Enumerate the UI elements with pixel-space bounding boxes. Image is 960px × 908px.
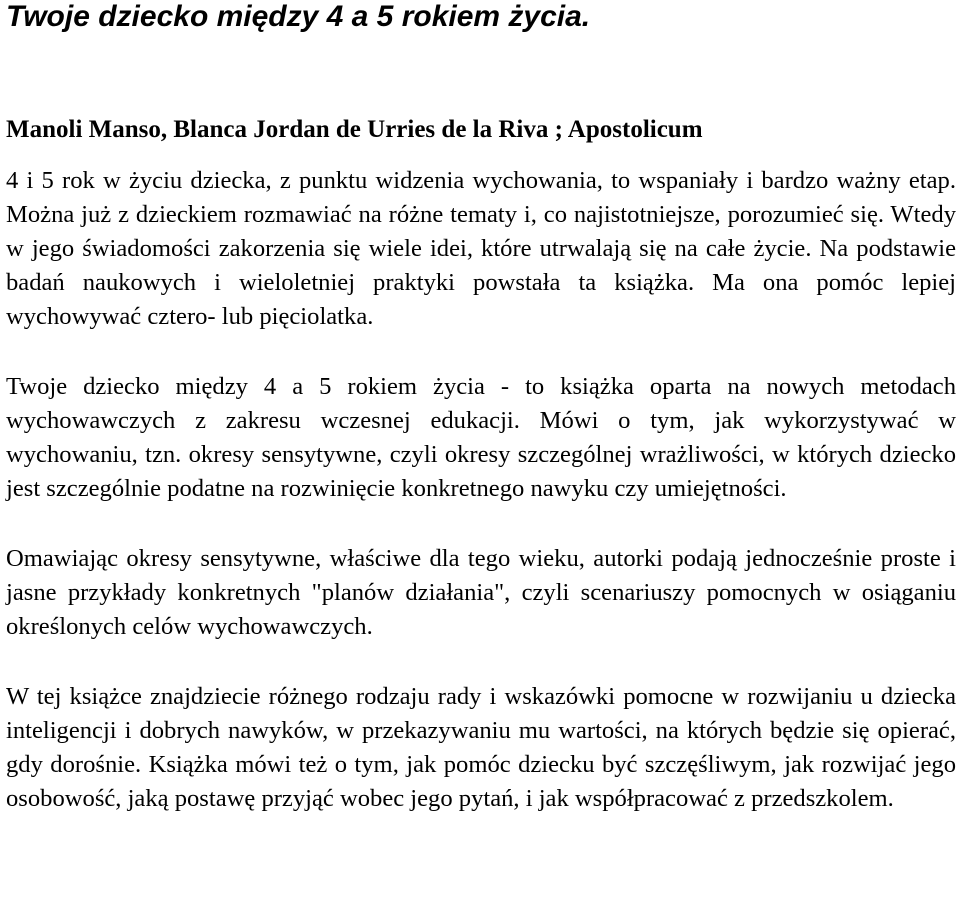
paragraph-methods: Twoje dziecko między 4 a 5 rokiem życia - to książka oparta na nowych metodach wychowawczych z zakresu wczesnej edukacji. Mówi o tym, jak wykorzystywać w wychowaniu, tzn. okresy sensytywne, czyli okresy szczególnej wrażliwości, w których dziecko jest szczególnie podatne na rozwinięcie konkretnego nawyku czy umiejętności. xyxy=(6,373,956,502)
paragraph-sensitive-periods: Omawiając okresy sensytywne, właściwe dla tego wieku, autorki podają jednocześnie proste i jasne przykłady konkretnych "planów działania", czyli scenariuszy pomocnych w osiąganiu określonych celów wychowawczych. xyxy=(6,545,956,640)
document-authors: Manoli Manso, Blanca Jordan de Urries de la Riva ; Apostolicum xyxy=(6,116,703,143)
document-title: Twoje dziecko między 4 a 5 rokiem życia. xyxy=(6,0,591,33)
paragraph-intro: 4 i 5 rok w życiu dziecka, z punktu widzenia wychowania, to wspaniały i bardzo ważny etap. Można już z dzieckiem rozmawiać na różne tematy i, co najistotniejsze, porozumieć się. Wtedy w jego świadomości zakorzenia się wiele idei, które utrwalają się na całe życie. Na podstawie badań naukowych i wieloletniej praktyki powstała ta książka. Ma ona pomóc lepiej wychowywać cztero- lub pięciolatka. xyxy=(6,167,956,330)
paragraph-advice: W tej książce znajdziecie różnego rodzaju rady i wskazówki pomocne w rozwijaniu u dziecka inteligencji i dobrych nawyków, w przekazywaniu mu wartości, na których będzie się opierać, gdy dorośnie. Książka mówi też o tym, jak pomóc dziecku być szczęśliwym, jak rozwijać jego osobowość, jaką postawę przyjąć wobec jego pytań, i jak współpracować z przedszkolem. xyxy=(6,683,956,812)
